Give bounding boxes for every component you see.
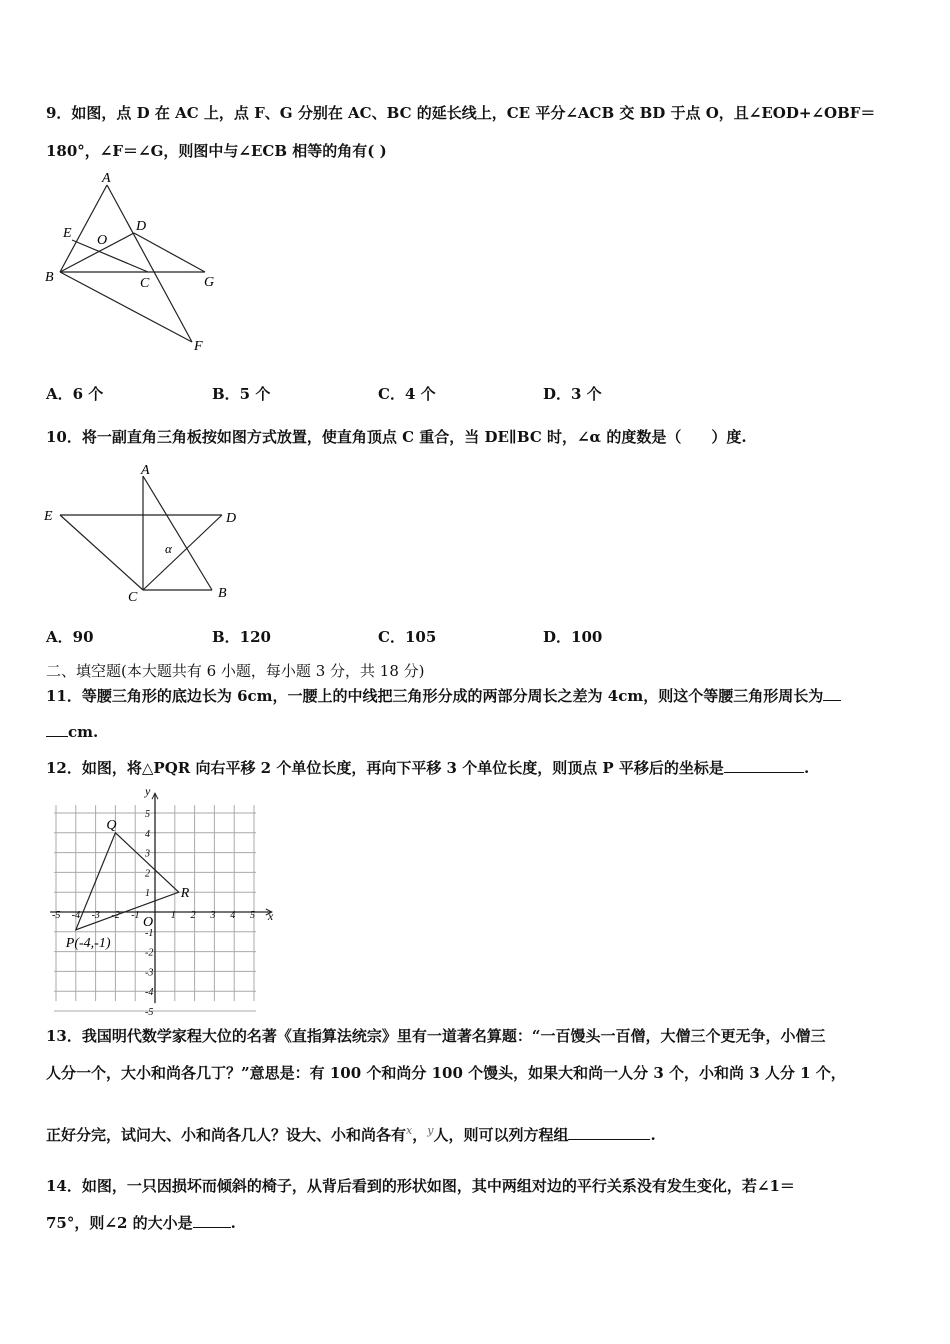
y-tick-label: -5 [145, 1007, 154, 1018]
x-tick-label: 5 [250, 910, 255, 921]
q10-text: 10．将一副直角三角板按如图方式放置，使直角顶点 C 重合，当 DE∥BC 时，∠α 的度数是（ ）度. [46, 428, 747, 446]
label-B: B [218, 586, 227, 601]
q10-option-a[interactable]: A．90 [46, 628, 94, 646]
q13-text-line3 [46, 1124, 656, 1145]
q9-text-line1: 9．如图，点 D 在 AC 上，点 F、G 分别在 AC、BC 的延长线上，CE 平分∠ACB 交 BD 于点 O，且∠EOD+∠OBF＝ [46, 104, 876, 122]
y-tick-label: 3 [145, 848, 150, 860]
origin-label: O [143, 915, 154, 930]
y-tick-label: 2 [145, 868, 150, 880]
q14-blank[interactable] [193, 1227, 231, 1228]
q9-option-a[interactable]: A．6 个 [46, 385, 104, 403]
y-tick-label: 1 [145, 888, 150, 900]
label-P: P(-4,-1) [65, 935, 111, 951]
label-R: R [180, 886, 190, 902]
label-E: E [44, 509, 53, 524]
q10-option-d[interactable]: D．100 [543, 628, 603, 646]
x-axis-label: x [267, 909, 274, 923]
q13-sep: ， [412, 1126, 428, 1144]
q13-question: 正好分完，试问大、小和尚各几人？设大、小和尚各有 [46, 1126, 407, 1144]
q14-question: 75°，则∠2 的大小是 [46, 1214, 193, 1232]
x-tick-label: 3 [210, 910, 216, 921]
label-D: D [136, 219, 147, 234]
x-tick-label: -2 [111, 910, 120, 921]
q9-text-line2: 180°，∠F＝∠G，则图中与∠ECB 相等的角有( ) [46, 142, 387, 160]
q13-question-b: 人，则可以列方程组 [433, 1126, 569, 1144]
y-tick-label: -3 [145, 967, 154, 979]
q13-end: . [650, 1126, 656, 1144]
y-tick-label: -4 [145, 987, 154, 999]
y-tick-label: 4 [145, 828, 150, 840]
q12-question: 12．如图，将△PQR 向右平移 2 个单位长度，再向下平移 3 个单位长度，则顶点 P 平移后的坐标是 [46, 759, 724, 777]
q11-text: 11．等腰三角形的底边长为 6cm，一腰上的中线把三角形分成的两部分周长之差为 4cm，则这个等腰三角形周长为 [46, 687, 824, 705]
label-C: C [128, 590, 138, 605]
x-tick-label: -5 [52, 910, 61, 921]
y-tick-label: 5 [145, 809, 150, 820]
q13-text-line2: 人分一个，大小和尚各几丁？”意思是：有 100 个和尚分 100 个馒头，如果大和尚一人分 3 个，小和尚 3 人分 1 个， [46, 1064, 846, 1082]
q9-option-d[interactable]: D．3 个 [543, 385, 602, 403]
x-tick-label: 4 [230, 910, 236, 921]
q13-blank[interactable] [568, 1139, 650, 1140]
label-alpha: α [165, 541, 172, 556]
x-tick-label: -4 [71, 910, 81, 921]
q14-end: . [230, 1214, 236, 1232]
var-y: y [427, 1124, 434, 1137]
x-tick-label: -1 [131, 910, 140, 921]
x-tick-label: 2 [190, 910, 196, 921]
q14-text-line1: 14．如图，一只因损坏而倾斜的椅子，从背后看到的形状如图，其中两组对边的平行关系没有发生变化，若∠1＝ [46, 1177, 795, 1195]
x-tick-label: -3 [91, 910, 100, 921]
var-x: x [406, 1124, 413, 1137]
q14-text-line2 [46, 1212, 236, 1233]
label-A: A [102, 171, 111, 186]
label-B: B [45, 270, 54, 285]
label-F: F [194, 339, 203, 354]
label-G: G [204, 275, 215, 290]
q9-option-c[interactable]: C．4 个 [378, 385, 436, 403]
q10-option-b[interactable]: B．120 [212, 628, 271, 646]
q9-option-b[interactable]: B．5 个 [212, 385, 271, 403]
label-Q: Q [106, 817, 117, 833]
label-C: C [140, 276, 150, 291]
q10-option-c[interactable]: C．105 [378, 628, 437, 646]
q11-unit: cm. [68, 723, 99, 741]
y-axis-label: y [145, 784, 151, 799]
x-tick-label: 1 [170, 910, 176, 921]
y-tick-label: -1 [145, 927, 154, 939]
label-A: A [141, 463, 150, 478]
label-E: E [63, 226, 72, 241]
label-D: D [226, 511, 237, 526]
label-O: O [97, 233, 108, 248]
y-tick-label: -2 [145, 947, 154, 959]
q13-text-line1: 13．我国明代数学家程大位的名著《直指算法统宗》里有一道著名算题：“一百馒头一百僧，大僧三个更无争，小僧三 [46, 1027, 826, 1045]
section-heading: 二、填空题(本大题共有 6 小题，每小题 3 分，共 18 分) [46, 662, 425, 680]
q12-end: . [803, 759, 810, 777]
